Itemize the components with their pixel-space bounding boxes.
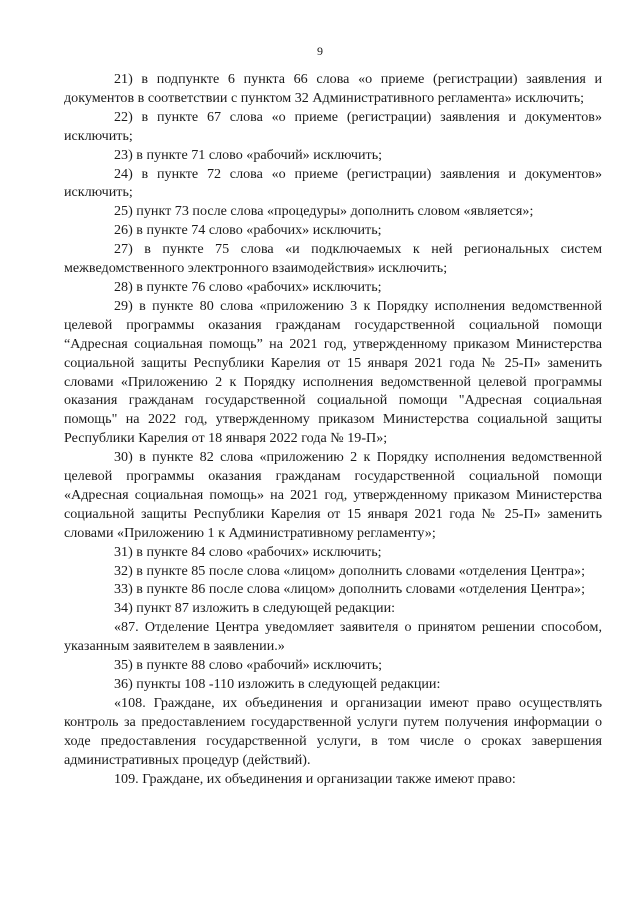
paragraph-108-text: «108. Граждане, их объединения и организации имеют право осуществлять контроль за предоставлением государственной услуги путем получения информации о ходе предоставления государственной услуги, в том числе о сроках завершения административных процедур (действий). <box>64 694 602 768</box>
paragraph-30: 30) в пункте 82 слова «приложению 2 к Порядку исполнения ведомственной целевой программы оказания гражданам государственной социальной помощи «Адресная социальная помощь» на 2021 год, утвержденному приказом Министерства социальной защиты Республики Карелия от 15 января 2021 года № 25-П» заменить словами «Приложению 1 к Административному регламенту»; <box>64 449 602 541</box>
paragraph-87-text: «87. Отделение Центра уведомляет заявителя о принятом решении способом, указанным заявителем в заявлении.» <box>64 619 602 655</box>
paragraph-21: 21) в подпункте 6 пункта 66 слова «о приеме (регистрации) заявления и документов в соответствии с пунктом 32 Административного регламента» исключить; <box>64 71 602 106</box>
paragraph-25: 25) пункт 73 после слова «процедуры» дополнить словом «является»; <box>114 203 534 220</box>
paragraph-31: 31) в пункте 84 слово «рабочих» исключить; <box>114 543 382 560</box>
paragraph-26: 26) в пункте 74 слово «рабочих» исключить; <box>114 222 382 239</box>
paragraph-23: 23) в пункте 71 слово «рабочий» исключить; <box>114 146 383 163</box>
paragraph-35: 35) в пункте 88 слово «рабочий» исключить; <box>114 657 383 674</box>
paragraph-29: 29) в пункте 80 слова «приложению 3 к Порядку исполнения ведомственной целевой программы оказания гражданам государственной социальной помощи “Адресная социальная помощь” на 2021 год, утвержденному приказом Министерства социальной защиты Республики Карелия от 15 января 2021 года № 25-П» заменить словами «Приложению 2 к Порядку исполнения ведомственной целевой программы оказания гражданам государственной социальной помощи "Адресная социальная помощь" на 2022 год, утвержденному приказом Министерства социальной защиты Республики Карелия от 18 января 2022 года № 19-П»; <box>64 297 602 447</box>
paragraph-109-text: 109. Граждане, их объединения и организации также имеют право: <box>114 770 516 787</box>
paragraph-34: 34) пункт 87 изложить в следующей редакции: <box>114 600 396 617</box>
paragraph-22: 22) в пункте 67 слова «о приеме (регистрации) заявления и документов» исключить; <box>64 108 602 144</box>
paragraph-28: 28) в пункте 76 слово «рабочих» исключить; <box>114 278 382 295</box>
paragraph-32: 32) в пункте 85 после слова «лицом» дополнить словами «отделения Центра»; <box>114 562 586 579</box>
paragraph-36: 36) пункты 108 -110 изложить в следующей редакции: <box>114 676 441 692</box>
paragraph-24: 24) в пункте 72 слова «о приеме (регистрации) заявления и документов» исключить; <box>64 165 602 201</box>
paragraph-27: 27) в пункте 75 слова «и подключаемых к ней региональных систем межведомственного электронного взаимодействия» исключить; <box>64 241 602 277</box>
page-number: 9 <box>317 44 323 58</box>
paragraph-33: 33) в пункте 86 после слова «лицом» дополнить словами «отделения Центра»; <box>114 581 586 598</box>
document-body <box>64 70 602 788</box>
